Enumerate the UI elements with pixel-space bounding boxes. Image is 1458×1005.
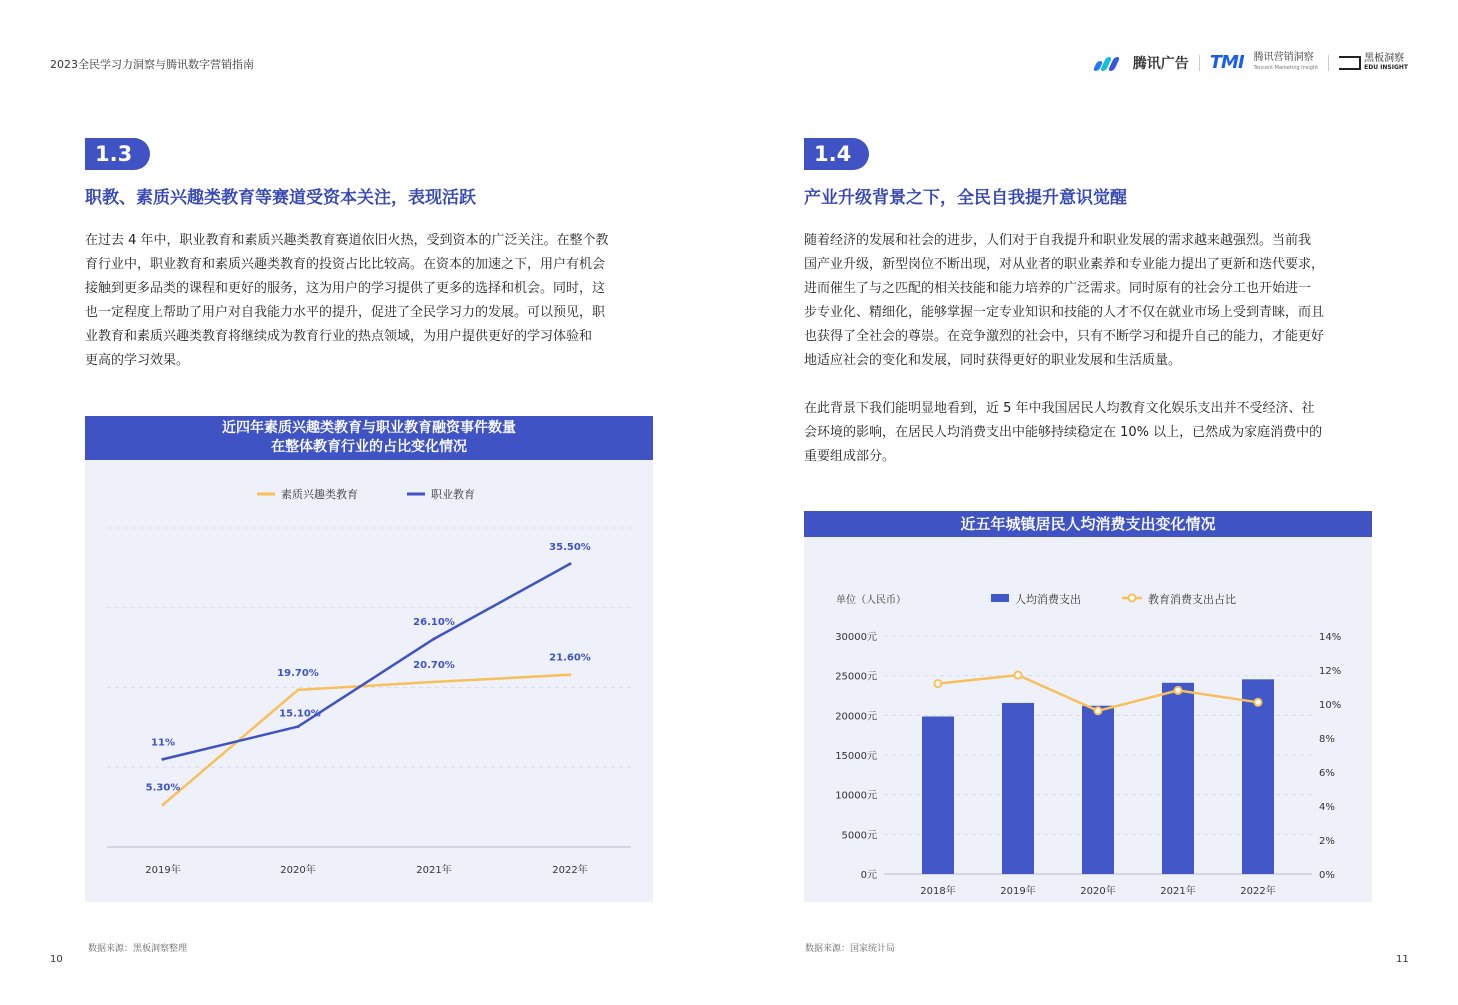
data-label: 26.10%	[413, 616, 455, 628]
x-tick-label: 2021年	[1160, 886, 1196, 897]
y-tick-label: 20000元	[835, 711, 877, 723]
line-chart	[85, 460, 653, 902]
section-number-badge: 1.3	[85, 138, 150, 170]
legend-label: 人均消费支出	[1015, 593, 1081, 606]
tmi-logo-text: 腾讯营销洞察 Tencent Marketing Insight	[1253, 51, 1319, 71]
data-point	[433, 637, 436, 640]
tmi-logo-mark: TMI	[1209, 52, 1244, 73]
logo-bar	[1093, 52, 1408, 73]
bar-chart-panel	[804, 511, 1372, 902]
y2-tick-label: 4%	[1319, 802, 1335, 813]
bar	[1002, 703, 1034, 874]
data-label: 15.10%	[279, 708, 321, 720]
data-label: 19.70%	[277, 667, 319, 679]
data-point	[569, 673, 572, 676]
body-paragraph: 随着经济的发展和社会的进步，人们对于自我提升和职业发展的需求越来越强烈。当前我 国产业升级，新型岗位不断出现，对从业者的职业素养和专业能力提出了更新和迭代要求， 进而催生了与之匹配的相关技能和能力培养的广泛需求。同时原有的社会分工也开始进一 步专业化、精细化，能够掌握一定专业知识和技能的人才不仅在就业市场上受到青睐，而且 也获得了全社会的尊崇。在竞争激烈的社会中，只有不断学习和提升自己的能力，才能更好 地适应社会的变化和发展，同时获得更好的职业发展和生活质量。	[804, 233, 1325, 368]
y-tick-label: 15000元	[835, 751, 877, 762]
bar-chart-title: 近五年城镇居民人均消费支出变化情况	[804, 511, 1372, 537]
tencent-ads-logo-icon	[1093, 54, 1123, 72]
series-line-vocational-education	[163, 564, 570, 759]
bar	[1162, 683, 1194, 874]
document-title: 2023全民学习力洞察与腾讯数字营销指南	[50, 58, 254, 71]
x-tick-label: 2022年	[552, 865, 588, 876]
bar	[1242, 679, 1274, 874]
body-paragraph-2: 在此背景下我们能明显地看到，近 5 年中我国居民人均教育文化娱乐支出并不受经济、社 会环境的影响，在居民人均消费支出中能够持续稳定在 10% 以上，已然成为家庭消费中的 重要组成部分。	[804, 401, 1323, 464]
y-tick-label: 10000元	[835, 790, 877, 802]
line-chart-title: 近四年素质兴趣类教育与职业教育融资事件数量 在整体教育行业的占比变化情况	[85, 416, 653, 460]
divider	[1328, 55, 1329, 71]
x-tick-label: 2020年	[280, 865, 316, 876]
data-label: 11%	[151, 737, 175, 749]
unit-label: 单位（人民币）	[836, 595, 906, 606]
x-tick-label: 2018年	[920, 886, 956, 897]
data-label: 20.70%	[413, 659, 455, 671]
x-tick-label: 2021年	[416, 865, 452, 876]
data-point	[433, 680, 436, 683]
divider	[1199, 55, 1200, 71]
section-heading: 产业升级背景之下，全民自我提升意识觉醒	[804, 188, 1127, 208]
y-tick-label: 0元	[860, 870, 877, 881]
y2-tick-label: 12%	[1319, 666, 1342, 677]
data-label: 35.50%	[549, 541, 591, 553]
y2-tick-label: 8%	[1319, 734, 1335, 745]
y2-tick-label: 2%	[1319, 836, 1335, 847]
legend-label: 素质兴趣类教育	[281, 488, 358, 501]
y-tick-label: 25000元	[835, 671, 877, 683]
bar-chart	[804, 537, 1372, 902]
data-label: 5.30%	[145, 782, 181, 794]
y-tick-label: 30000元	[835, 632, 877, 643]
x-tick-label: 2019年	[145, 865, 181, 876]
data-source-note: 数据来源：黑板洞察整理	[88, 944, 188, 954]
edu-insight-logo-icon	[1339, 56, 1361, 70]
y2-tick-label: 10%	[1319, 700, 1342, 711]
data-point	[1255, 699, 1262, 706]
y2-tick-label: 0%	[1319, 870, 1335, 881]
y2-tick-label: 14%	[1319, 632, 1342, 643]
bar	[1082, 706, 1114, 874]
data-point	[935, 680, 942, 687]
page-number: 11	[1396, 954, 1409, 965]
chart-legend	[257, 487, 475, 501]
page-number: 10	[50, 954, 63, 965]
section-number-badge: 1.4	[804, 138, 869, 170]
section-heading: 职教、素质兴趣类教育等赛道受资本关注，表现活跃	[85, 188, 476, 208]
data-point	[1095, 707, 1102, 714]
edu-insight-logo: 黑板洞察 EDU INSIGHT	[1339, 54, 1408, 72]
data-point	[162, 758, 165, 761]
data-point	[1175, 687, 1182, 694]
x-tick-label: 2020年	[1080, 886, 1116, 897]
line-chart-panel	[85, 416, 653, 902]
y-tick-label: 5000元	[841, 830, 877, 842]
data-label: 21.60%	[549, 652, 591, 664]
body-paragraph: 在过去 4 年中，职业教育和素质兴趣类教育赛道依旧火热，受到资本的广泛关注。在整个教 育行业中，职业教育和素质兴趣类教育的投资占比比较高。在资本的加速之下，用户有机会 接触到更多品类的课程和更好的服务，这为用户的学习提供了更多的选择和机会。同时，这 也一定程度上帮助了用户对自我能力水平的提升，促进了全民学习力的发展。可以预见，职 业教育和素质兴趣类教育将继续成为教育行业的热点领域，为用户提供更好的学习体验和 更高的学习效果。	[85, 233, 609, 368]
data-point	[297, 688, 300, 691]
data-point	[162, 803, 165, 806]
data-point	[297, 725, 300, 728]
y2-tick-label: 6%	[1319, 768, 1335, 779]
data-source-note: 数据来源：国家统计局	[805, 944, 896, 954]
data-point	[1015, 672, 1022, 679]
series-line-interest-education	[163, 675, 570, 805]
tencent-ads-logo-text: 腾讯广告	[1132, 55, 1189, 72]
bar	[922, 716, 954, 874]
x-tick-label: 2019年	[1000, 886, 1036, 897]
x-tick-label: 2022年	[1240, 886, 1276, 897]
legend-swatch	[991, 594, 1009, 602]
legend-marker	[1129, 595, 1136, 602]
legend-label: 职业教育	[431, 488, 475, 501]
data-point	[569, 562, 572, 565]
legend-label: 教育消费支出占比	[1148, 593, 1236, 606]
series-line-education-share	[938, 675, 1258, 711]
